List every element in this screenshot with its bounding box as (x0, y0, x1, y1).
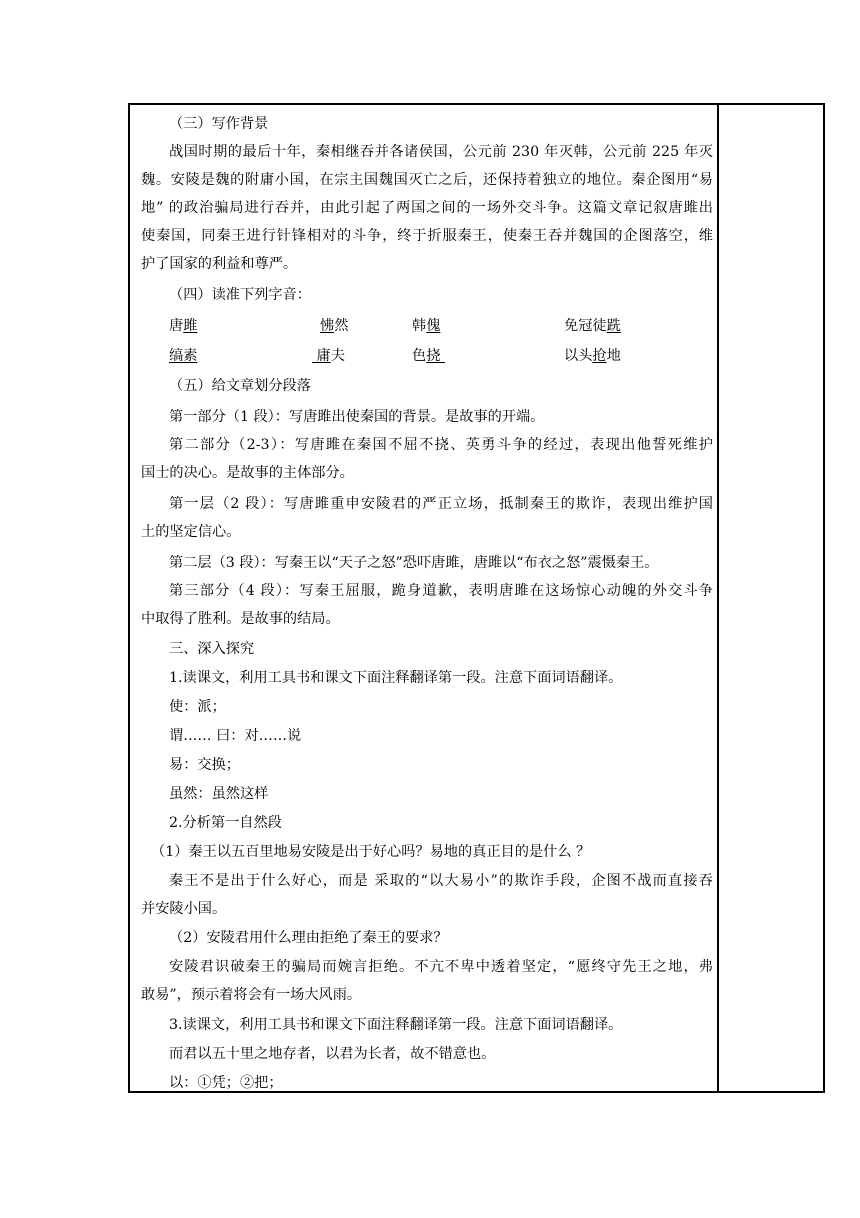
pron-item: 韩傀 (412, 318, 441, 334)
sub-question-2: （2）安陵君用什么理由拒绝了秦王的要求？ (169, 930, 448, 946)
sub-answer-2-line-2: 敢易”，预示着将会有一场大风雨。 (141, 987, 362, 1003)
pron-item: 缟素 (169, 348, 198, 364)
vocab-item: 谓…… 曰：对……说 (169, 728, 302, 744)
part-1: 第一部分（1 段）：写唐雎出使秦国的背景。是故事的开端。 (169, 409, 545, 425)
part-2-line-2: 国士的决心。是故事的主体部分。 (141, 465, 354, 481)
background-line-5: 护了国家的利益和尊严。 (141, 256, 298, 272)
sub-answer-2-line-1: 安陵君识破秦王的骗局而婉言拒绝。不亢不卑中透着坚定，“愿终守先王之地，弗 (169, 959, 713, 975)
question-3: 3.读课文，利用工具书和课文下面注释翻译第一段。注意下面词语翻译。 (169, 1017, 623, 1033)
vocab-item: 以：①凭；②把； (169, 1075, 283, 1091)
pron-item: 色挠 (412, 348, 445, 364)
section-heading-paragraphs: （五）给文章划分段落 (169, 378, 311, 394)
pronunciation-row-1 (169, 316, 729, 336)
quote-line: 而君以五十里之地存者，以君为长者，故不错意也。 (169, 1046, 496, 1062)
layer-1-line-1: 第一层（2 段）：写唐雎重申安陵君的严正立场，抵制秦王的欺诈，表现出维护国 (169, 496, 713, 512)
question-2: 2.分析第一自然段 (169, 815, 282, 831)
background-line-1: 战国时期的最后十年，秦相继吞并各诸侯国，公元前 230 年灭韩，公元前 225 年灭 (169, 144, 713, 160)
column-divider (717, 103, 719, 1093)
sub-answer-1-line-1: 秦王不是出于什么好心，而是 采取的“以大易小”的欺诈手段，企图不战而直接吞 (169, 873, 713, 889)
section-heading-deep-inquiry: 三、深入探究 (169, 641, 255, 657)
layer-1-line-2: 土的坚定信心。 (141, 524, 241, 540)
background-line-2: 魏。安陵是魏的附庸小国，在宗主国魏国灭亡之后，还保持着独立的地位。秦企图用“易 (141, 172, 713, 188)
pronunciation-row-2 (169, 346, 729, 366)
pron-item: 免冠徒跣 (564, 318, 621, 334)
section-heading-background: （三）写作背景 (169, 116, 269, 132)
part-2-line-1: 第二部分（2-3）：写唐雎在秦国不屈不挠、英勇斗争的经过，表现出他誓死维护 (169, 437, 713, 453)
vocab-item: 易：交换； (169, 757, 240, 773)
pron-item: 庸夫 (312, 348, 345, 364)
question-1: 1.读课文，利用工具书和课文下面注释翻译第一段。注意下面词语翻译。 (169, 670, 623, 686)
part-3-line-2: 中取得了胜利。是故事的结局。 (141, 611, 340, 627)
sub-question-1: （1）秦王以五百里地易安陵是出于好心吗？易地的真正目的是什么 ？ (151, 844, 591, 860)
layer-2: 第二层（3 段）：写秦王以“天子之怒”恐吓唐雎，唐雎以“布衣之怒”震慑秦王。 (169, 555, 659, 571)
background-line-4: 使秦国，同秦王进行针锋相对的斗争，终于折服秦王，使秦王吞并魏国的企图落空，维 (141, 228, 713, 244)
part-3-line-1: 第三部分（4 段）：写秦王屈服，跪身道歉，表明唐雎在这场惊心动魄的外交斗争 (169, 583, 713, 599)
vocab-item: 使：派； (169, 699, 226, 715)
vocab-item: 虽然：虽然这样 (169, 786, 269, 802)
sub-answer-1-line-2: 并安陵小国。 (141, 901, 227, 917)
background-line-3: 地” 的政治骗局进行吞并，由此引起了两国之间的一场外交斗争。这篇文章记叙唐雎出 (141, 200, 713, 216)
section-heading-pronunciation: （四）读准下列字音： (169, 287, 311, 303)
pron-item: 唐雎 (169, 318, 198, 334)
pron-item: 怫然 (320, 318, 349, 334)
pron-item: 以头抢地 (564, 348, 621, 364)
